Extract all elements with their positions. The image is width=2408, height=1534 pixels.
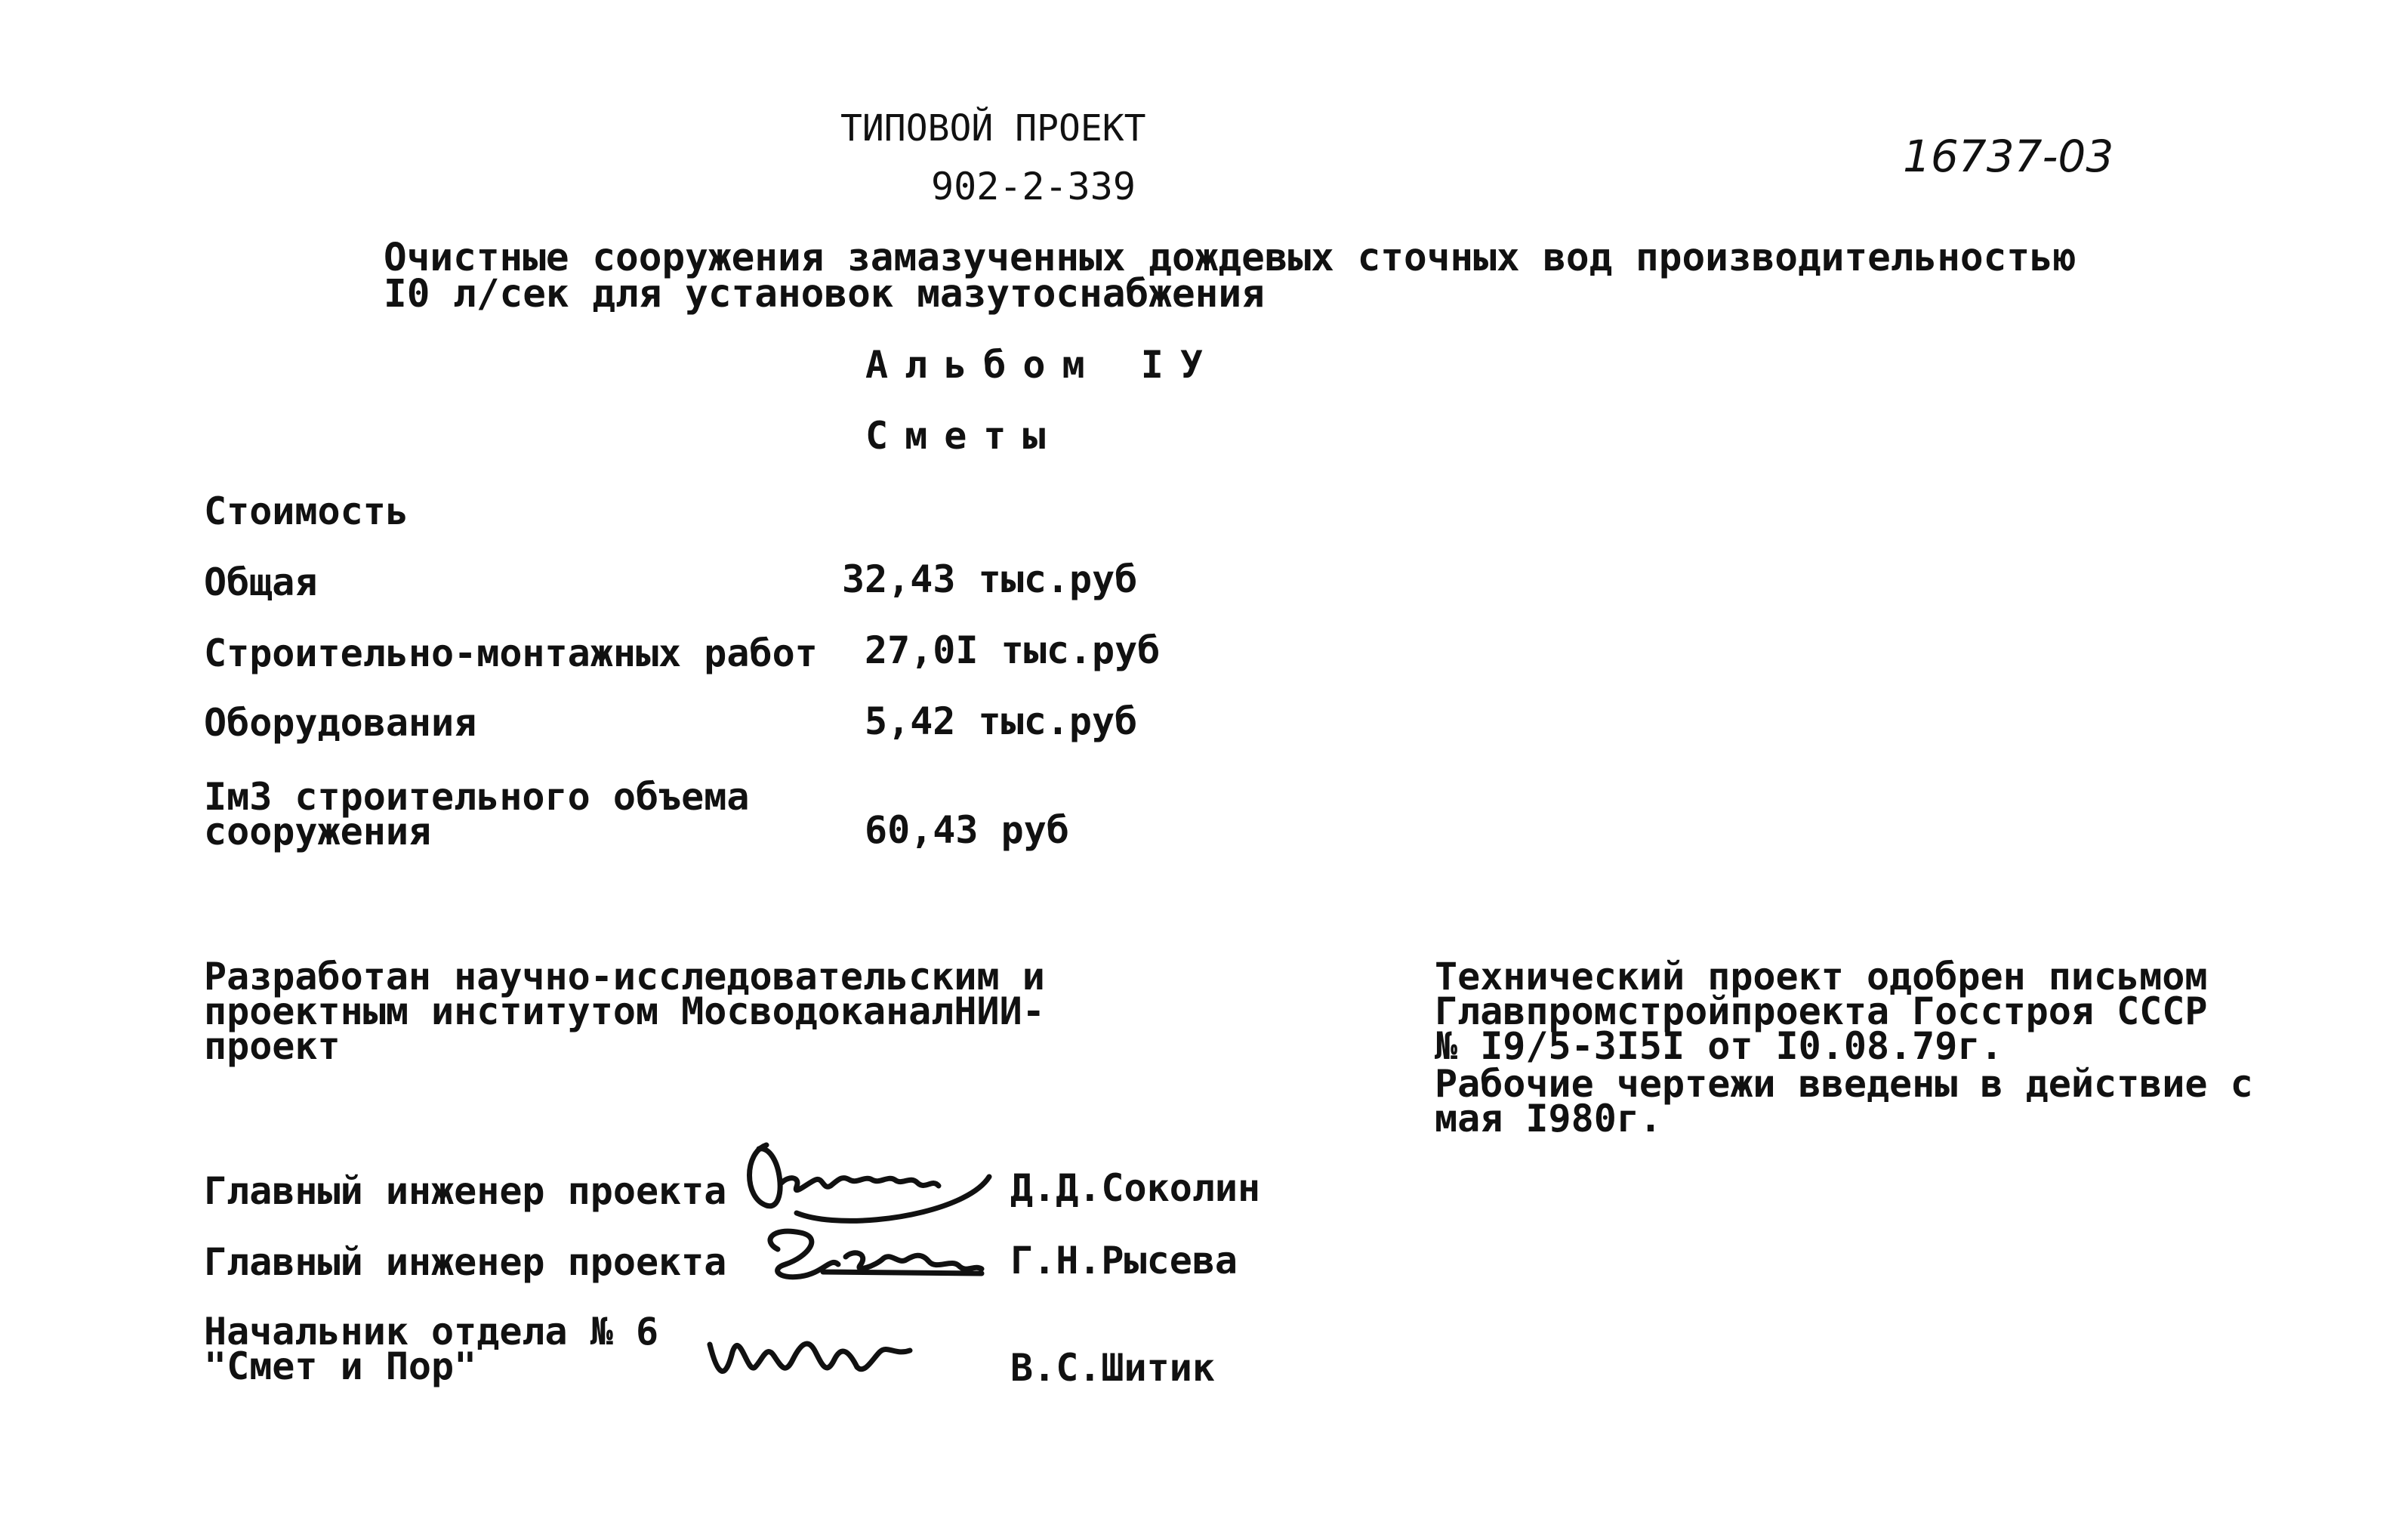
- signatory-3-position-1: Начальник отдела № 6: [204, 1310, 659, 1353]
- cost-label-volume-1: Iм3 строительного объема: [204, 775, 750, 819]
- developer-line-1: Разработан научно-исследовательским и: [204, 955, 1045, 998]
- cost-label-equipment: Оборудования: [204, 701, 477, 745]
- description-line-1: Очистные сооружения замазученных дождевых сточных вод производительностью: [384, 236, 2077, 280]
- signature-3: [695, 1314, 936, 1397]
- signatory-3-position-2: "Смет и Пор": [204, 1344, 477, 1388]
- signatory-1-position: Главный инженер проекта: [204, 1169, 727, 1213]
- cost-value-volume: 60,43 руб: [865, 808, 1069, 852]
- cost-value-equipment: 5,42 тыс.руб: [865, 699, 1138, 743]
- signatory-2-position: Главный инженер проекта: [204, 1240, 727, 1284]
- approval-line-3: № I9/5-3I5I от I0.08.79г.: [1435, 1024, 2003, 1068]
- approval-line-5: мая I980г.: [1435, 1097, 1663, 1140]
- cost-label-volume-2: сооружения: [204, 810, 432, 853]
- signatory-3-name: В.С.Шитик: [1010, 1346, 1215, 1390]
- cost-value-total: 32,43 тыс.руб: [842, 557, 1138, 601]
- inventory-number: 16737-03: [1903, 131, 2114, 182]
- signatory-1-name: Д.Д.Соколин: [1010, 1166, 1261, 1210]
- cost-heading: Стоимость: [204, 489, 409, 533]
- project-number: 902-2-339: [931, 165, 1136, 208]
- cost-value-construction: 27,0I тыс.руб: [865, 628, 1161, 672]
- cost-label-construction: Строительно-монтажных работ: [204, 631, 818, 675]
- album-label: Альбом IУ: [865, 343, 1219, 387]
- developer-line-3: проект: [204, 1024, 341, 1068]
- signatory-2-name: Г.Н.Рысева: [1010, 1239, 1238, 1282]
- description-line-2: I0 л/сек для установок мазутоснабжения: [384, 272, 1265, 316]
- signature-2: [755, 1219, 1004, 1302]
- cost-label-total: Общая: [204, 560, 318, 604]
- developer-line-2: проектным институтом МосводоканалНИИ-: [204, 989, 1045, 1033]
- approval-line-1: Технический проект одобрен письмом: [1435, 955, 2208, 998]
- approval-line-4: Рабочие чертежи введены в действие с: [1435, 1062, 2253, 1106]
- project-type-title: ТИПОВОЙ ПРОЕКТ: [840, 107, 1146, 150]
- approval-line-2: Главпромстройпроекта Госстроя СССР: [1435, 989, 2208, 1033]
- section-label: Сметы: [865, 414, 1062, 458]
